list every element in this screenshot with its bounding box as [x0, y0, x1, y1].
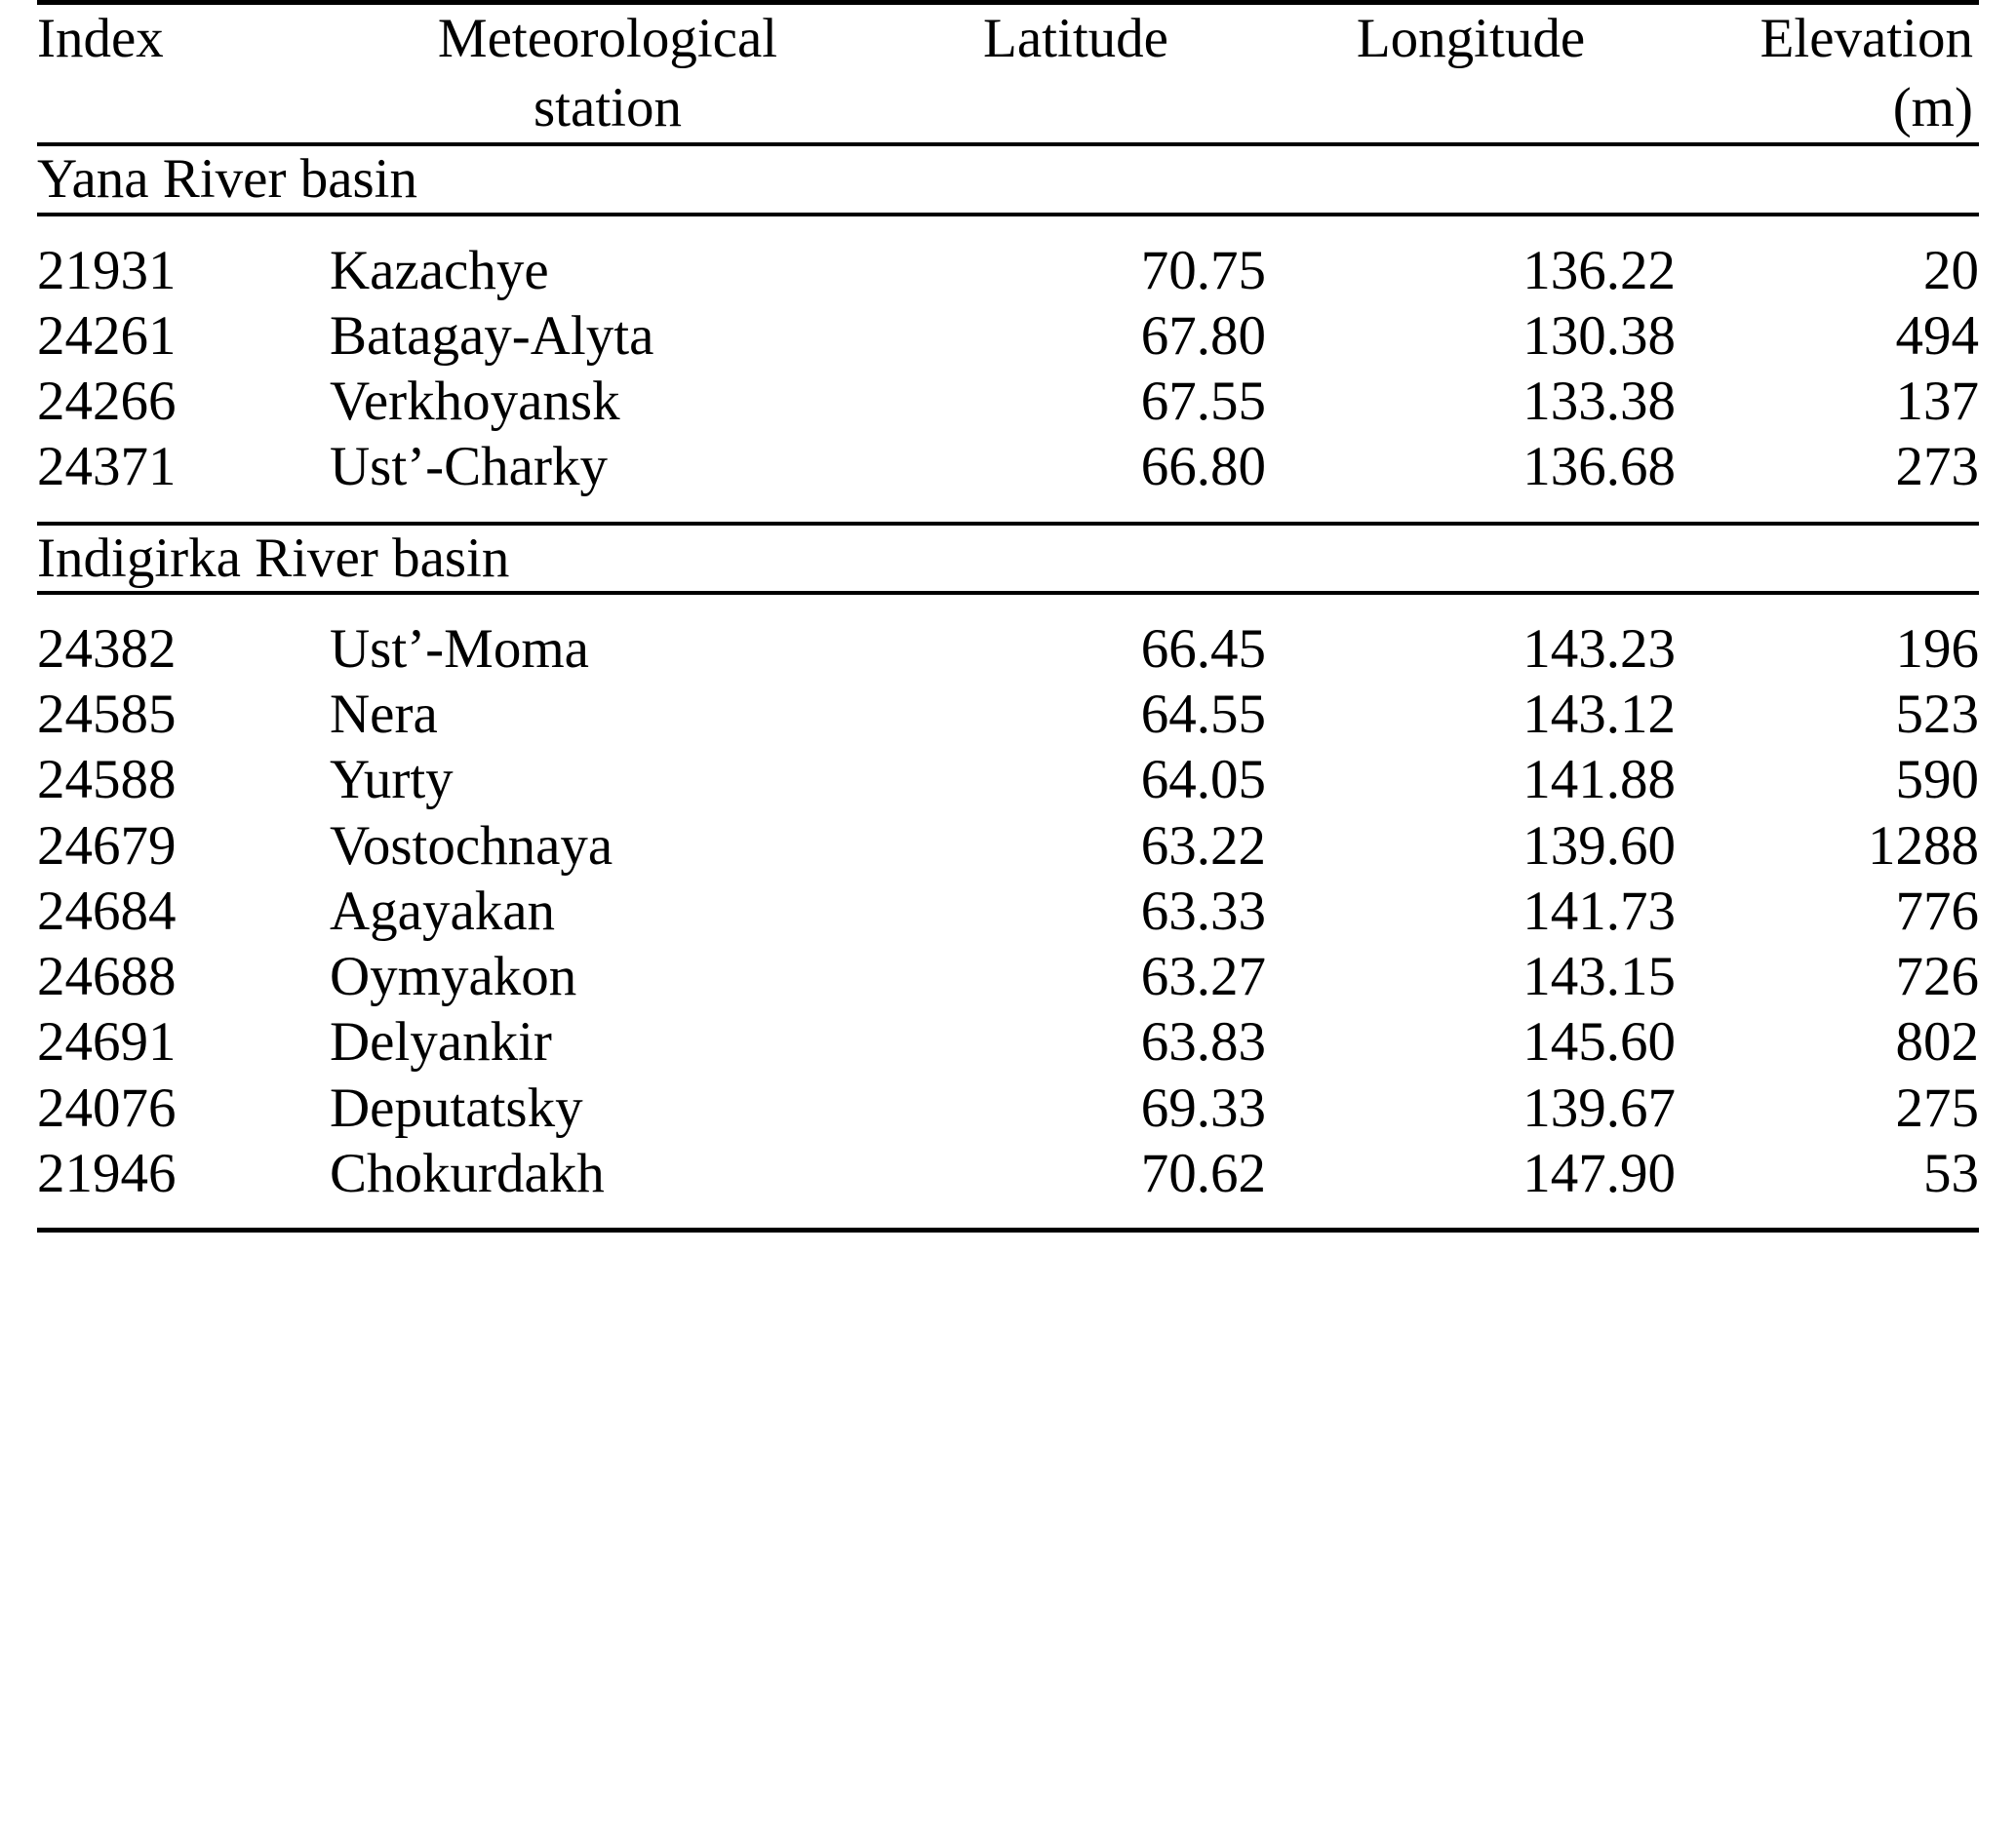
cell-station: Chokurdakh [330, 1142, 605, 1204]
cell-latitude: 64.05 [1140, 749, 1266, 811]
column-header-station [330, 3, 886, 145]
cell-latitude: 63.33 [1140, 880, 1266, 942]
cell-station: Vostochnaya [330, 814, 613, 877]
table-row [37, 1141, 1979, 1231]
cell-latitude: 64.55 [1140, 684, 1266, 746]
cell-elevation: 196 [1895, 617, 1979, 680]
group-header-row [37, 524, 1979, 593]
column-header-longitude-label: Longitude [1356, 8, 1586, 69]
cell-index: 24266 [37, 371, 177, 433]
table-row [37, 434, 1979, 523]
cell-index: 24679 [37, 814, 177, 877]
cell-index: 24585 [37, 684, 177, 746]
cell-index: 24684 [37, 880, 177, 942]
cell-index: 21931 [37, 239, 177, 301]
cell-index: 24261 [37, 304, 177, 367]
cell-latitude: 63.22 [1140, 814, 1266, 877]
column-header-elevation-label: Elevation [1759, 8, 1973, 69]
cell-station: Yurty [330, 749, 454, 811]
cell-index: 24588 [37, 749, 177, 811]
cell-elevation: 20 [1923, 239, 1979, 301]
table-row [37, 879, 1979, 944]
cell-station: Delyankir [330, 1011, 552, 1074]
cell-latitude: 63.27 [1140, 946, 1266, 1008]
cell-elevation: 726 [1895, 946, 1979, 1008]
group-header-row [37, 144, 1979, 214]
column-header-index-label: Index [37, 8, 164, 69]
cell-longitude: 139.60 [1522, 814, 1676, 877]
column-header-station-label-2: station [534, 76, 682, 138]
table-row [37, 1076, 1979, 1141]
cell-latitude: 70.62 [1140, 1142, 1266, 1204]
cell-longitude: 130.38 [1522, 304, 1676, 367]
cell-station: Verkhoyansk [330, 371, 620, 433]
cell-index: 24691 [37, 1011, 177, 1074]
cell-elevation: 494 [1895, 304, 1979, 367]
column-header-elevation-units: (m) [1892, 76, 1973, 138]
cell-elevation: 53 [1923, 1142, 1979, 1204]
cell-station: Deputatsky [330, 1077, 583, 1139]
cell-latitude: 66.80 [1140, 436, 1266, 498]
column-header-longitude [1266, 3, 1676, 145]
cell-elevation: 1288 [1868, 814, 1979, 877]
cell-elevation: 776 [1895, 880, 1979, 942]
cell-elevation: 523 [1895, 684, 1979, 746]
table-row [37, 944, 1979, 1009]
bottom-rule-cell [37, 1231, 1979, 1234]
column-header-index [37, 3, 330, 145]
column-header-station-label: Meteorological [437, 8, 778, 69]
cell-longitude: 145.60 [1522, 1011, 1676, 1074]
group-title-indigirka: Indigirka River basin [37, 527, 510, 589]
cell-longitude: 147.90 [1522, 1142, 1676, 1204]
cell-elevation: 275 [1895, 1077, 1979, 1139]
cell-station: Ust’-Charky [330, 436, 608, 498]
cell-latitude: 70.75 [1140, 239, 1266, 301]
cell-longitude: 143.15 [1522, 946, 1676, 1008]
cell-longitude: 139.67 [1522, 1077, 1676, 1139]
table-header [37, 3, 1979, 145]
cell-elevation: 137 [1895, 371, 1979, 433]
table-row [37, 747, 1979, 812]
cell-latitude: 67.55 [1140, 371, 1266, 433]
table-row [37, 593, 1979, 682]
cell-station: Kazachye [330, 239, 549, 301]
cell-elevation: 802 [1895, 1011, 1979, 1074]
cell-longitude: 141.88 [1522, 749, 1676, 811]
column-header-latitude [886, 3, 1266, 145]
cell-latitude: 66.45 [1140, 617, 1266, 680]
cell-index: 24382 [37, 617, 177, 680]
column-header-latitude-label: Latitude [983, 8, 1168, 69]
cell-longitude: 143.12 [1522, 684, 1676, 746]
cell-longitude: 141.73 [1522, 880, 1676, 942]
cell-station: Oymyakon [330, 946, 577, 1008]
table-row [37, 1009, 1979, 1075]
table-row [37, 813, 1979, 879]
cell-station: Agayakan [330, 880, 556, 942]
cell-elevation: 273 [1895, 436, 1979, 498]
cell-longitude: 136.68 [1522, 436, 1676, 498]
table-body [37, 144, 1979, 1233]
table-bottom-rule [37, 1231, 1979, 1234]
cell-elevation: 590 [1895, 749, 1979, 811]
group-title-yana: Yana River basin [37, 148, 418, 211]
meteorological-stations-table [37, 0, 1979, 1233]
column-header-elevation [1676, 3, 1979, 145]
table-row [37, 215, 1979, 303]
cell-index: 21946 [37, 1142, 177, 1204]
cell-station: Batagay-Alyta [330, 304, 654, 367]
cell-station: Nera [330, 684, 438, 746]
cell-latitude: 63.83 [1140, 1011, 1266, 1074]
table-row [37, 303, 1979, 369]
cell-latitude: 69.33 [1140, 1077, 1266, 1139]
cell-longitude: 143.23 [1522, 617, 1676, 680]
table-row [37, 682, 1979, 747]
cell-index: 24371 [37, 436, 177, 498]
cell-station: Ust’-Moma [330, 617, 589, 680]
cell-latitude: 67.80 [1140, 304, 1266, 367]
cell-index: 24688 [37, 946, 177, 1008]
cell-longitude: 133.38 [1522, 371, 1676, 433]
cell-index: 24076 [37, 1077, 177, 1139]
table-row [37, 369, 1979, 434]
table-header-row [37, 3, 1979, 145]
cell-longitude: 136.22 [1522, 239, 1676, 301]
